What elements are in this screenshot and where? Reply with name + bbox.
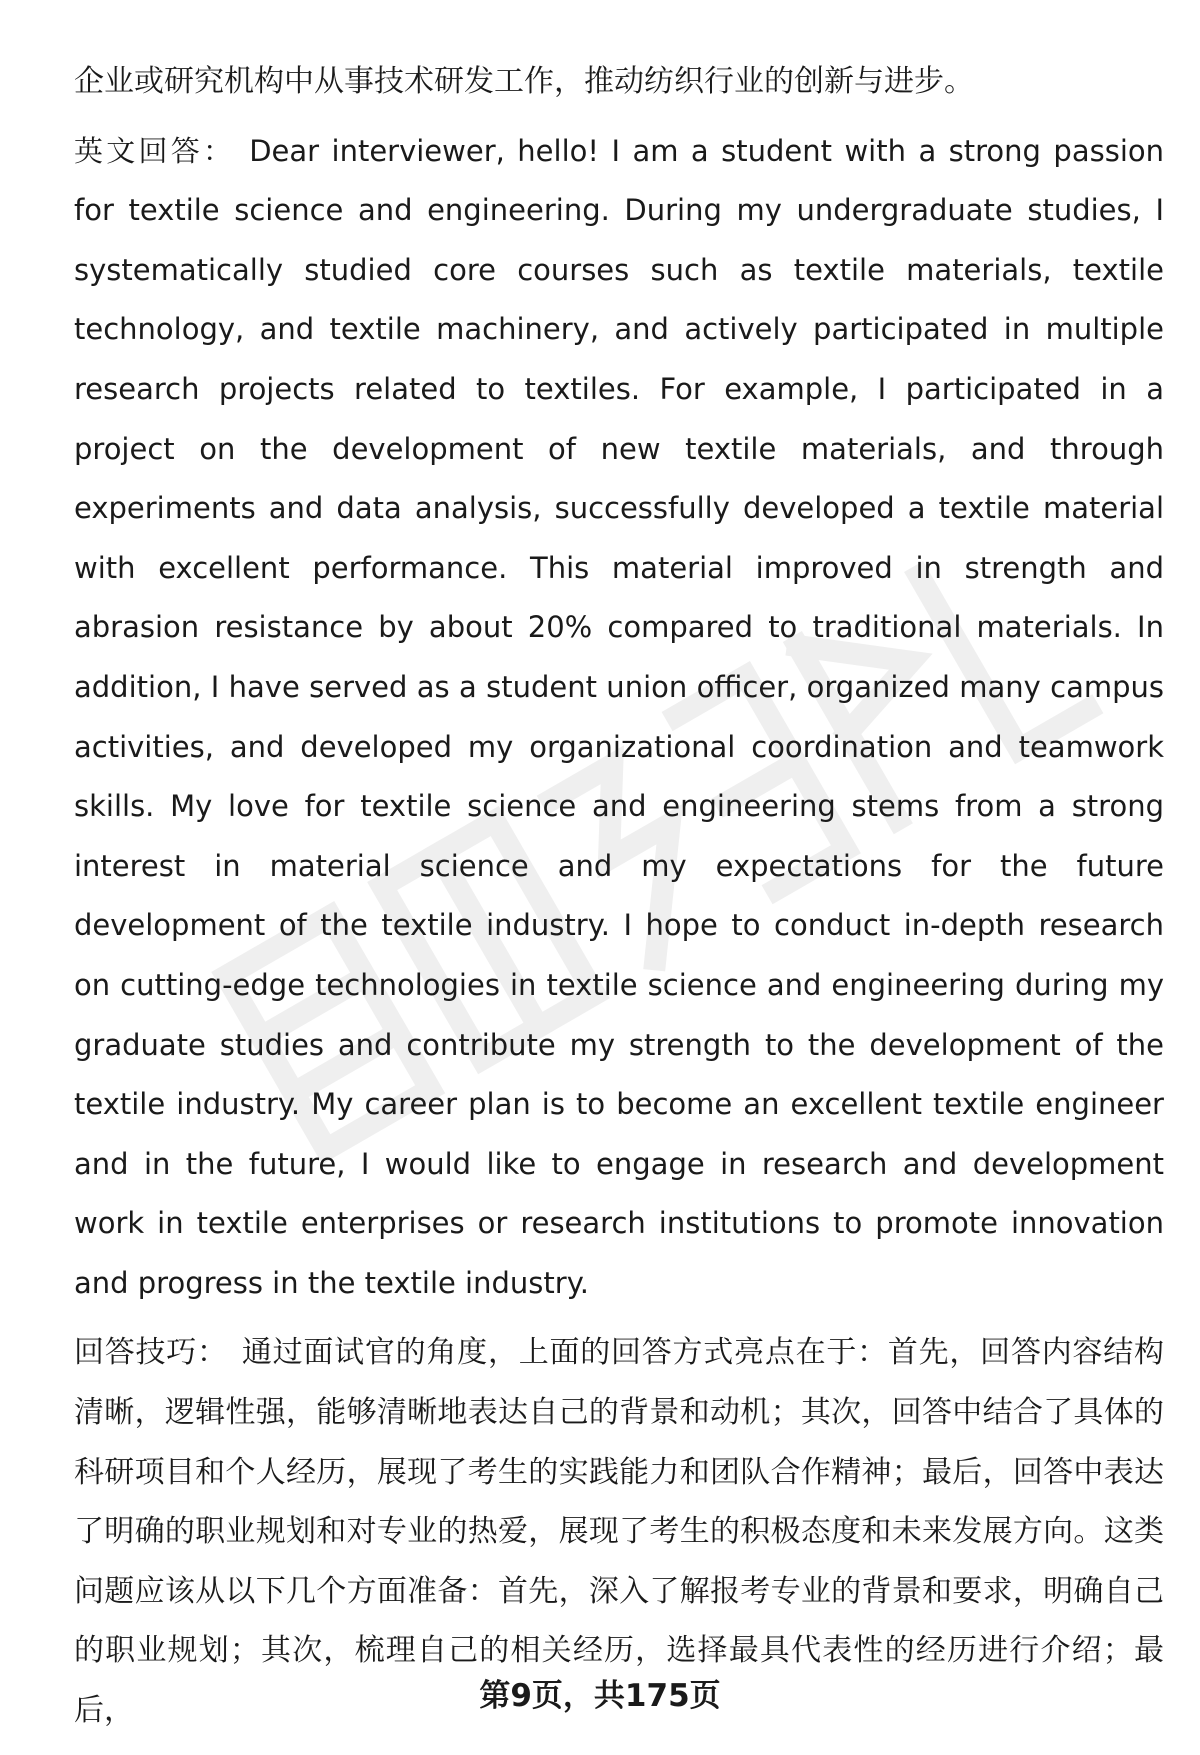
tips-text: 通过面试官的角度，上面的回答方式亮点在于：首先，回答内容结构清晰，逻辑性强，能够清晰地表达自己的背景和动机；其次，回答中结合了具体的科研项目和个人经历，展现了考生的实践能力和团队合作精神；最后，回答中表达了明确的职业规划和对专业的热爱，展现了考生的积极态度和未来发展方向。这类问题应该从以下几个方面准备：首先，深入了解报考专业的背景和要求，明确自己的职业规划；其次，梳理自己的相关经历，选择最具代表性的经历进行介绍；最后， [74,1335,1165,1729]
document-body [74,52,1164,1741]
english-answer-text: Dear interviewer, hello! I am a student with a strong passion for textile science and engineering. During my undergraduate studies, I systematically studied core courses such as textile materials, textile technology, and textile machinery, and actively participated in multiple research projects related to textiles. For example, I participated in a project on the development of new textile materials, and through experiments and data analysis, successfully developed a textile material with excellent performance. This material improved in strength and abrasion resistance by about 20% compared to traditional materials. In addition, I have served as a student union officer, organized many campus activities, and developed my organizational coordination and teamwork skills. My love for textile science and engineering stems from a strong interest in material science and my expectations for the future development of the textile industry. I hope to conduct in-depth research on cutting-edge technologies in textile science and engineering during my graduate studies and contribute my strength to the development of the textile industry. My career plan is to become an excellent textile engineer and in the future, I would like to engage in research and development work in textile enterprises or research institutions to promote innovation and progress in the textile industry. [74,133,1164,1300]
page-number-footer: 第9页，共175页 [479,1678,721,1714]
tips-label: 回答技巧： [74,1335,228,1371]
english-answer-label: 英文回答： [74,133,236,168]
paragraph-english-answer [74,122,1164,1314]
paragraph-intro-tail: 企业或研究机构中从事技术研发工作，推动纺织行业的创新与进步。 [74,64,974,99]
